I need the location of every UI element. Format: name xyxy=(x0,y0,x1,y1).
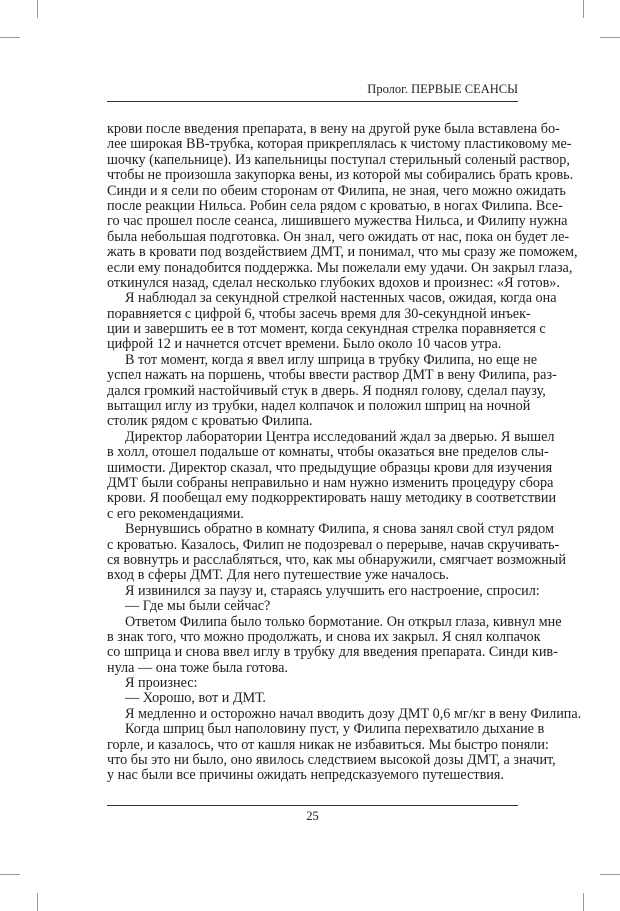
paragraph xyxy=(107,613,562,677)
crop-mark xyxy=(583,0,584,18)
text-line: Я наблюдал за секундной стрелкой настенных часов, ожидая, когда она xyxy=(125,290,557,307)
text-line: Синди и я сели по обеим сторонам от Филипа, не зная, чего можно ожидать xyxy=(107,182,566,199)
paragraph xyxy=(107,705,582,722)
text-line: столик рядом с кроватью Филипа. xyxy=(107,413,313,430)
text-line: Я произнес: xyxy=(125,675,198,692)
body-text xyxy=(107,121,582,784)
paragraph xyxy=(107,290,557,353)
paragraph xyxy=(107,521,566,584)
text-line: лее широкая ВВ-трубка, которая прикреплялась к чистому пластиковому ме- xyxy=(107,136,572,153)
text-line: с его рекомендациями. xyxy=(107,505,244,522)
paragraph xyxy=(107,691,518,706)
text-line: Вернувшись обратно в комнату Филипа, я снова занял свой стул рядом xyxy=(125,521,554,538)
text-line: откинулся назад, сделал несколько глубоких вдохов и произнес: «Я готов». xyxy=(107,274,560,291)
text-line: Я медленно и осторожно начал вводить дозу ДМТ 0,6 мг/кг в вену Филипа. xyxy=(125,705,582,722)
crop-mark xyxy=(600,37,620,38)
text-line: Я извинился за паузу и, стараясь улучшить его настроение, спросил: xyxy=(125,582,540,599)
text-line: Ответом Филипа было только бормотание. Он открыл глаза, кивнул мне xyxy=(125,613,562,630)
text-line: — Где мы были сейчас? xyxy=(125,598,271,615)
paragraph xyxy=(107,428,557,522)
footer-rule xyxy=(107,805,518,806)
text-line: ся вовнутрь и расслабляться, что, как мы обнаружили, смягчает возможный xyxy=(107,551,566,568)
text-line: после реакции Нильса. Робин села рядом с кроватью, в ногах Филипа. Все- xyxy=(107,197,563,214)
crop-mark xyxy=(0,37,20,38)
text-line: жать в кровати под воздействием ДМТ, и понимал, что мы сразу же поможем, xyxy=(107,244,578,261)
text-line: Директор лаборатории Центра исследований ждал за дверью. Я вышел xyxy=(125,428,555,445)
text-line: если ему понадобится поддержка. Мы пожелали ему удачи. Он закрыл глаза, xyxy=(107,259,573,276)
text-line: — Хорошо, вот и ДМТ. xyxy=(125,690,266,707)
page-number: 25 xyxy=(306,809,319,823)
crop-mark xyxy=(37,893,38,911)
text-line: со шприца и снова ввел иглу в трубку для введения препарата. Синди кив- xyxy=(107,644,558,661)
paragraph xyxy=(107,121,578,291)
paragraph xyxy=(107,582,540,599)
text-line: цифрой 12 и начнется отсчет времени. Было около 10 часов утра. xyxy=(107,336,502,353)
text-line: чтобы не произошла закупорка вены, из которой мы собирались брать кровь. xyxy=(107,167,574,184)
text-line: Когда шприц был наполовину пуст, у Филипа перехватило дыхание в xyxy=(125,721,545,738)
text-line: крови. Я пообещал ему подкорректировать нашу методику в соответствии xyxy=(107,490,557,507)
text-line: горле, и казалось, что от кашля никак не избавиться. Мы быстро поняли: xyxy=(107,736,549,753)
header-rule xyxy=(107,101,518,102)
paragraph xyxy=(107,351,557,430)
running-header: Пролог. ПЕРВЫЕ СЕАНСЫ xyxy=(367,82,518,96)
text-line: что бы это ни было, оно явилось следствием высокой дозы ДМТ, а значит, xyxy=(107,752,556,769)
text-line: с кроватью. Казалось, Филип не подозревал о перерыве, начав скручивать- xyxy=(107,536,560,553)
text-line: была небольшая подготовка. Он знал, чего ожидать от нас, пока он будет ле- xyxy=(107,228,570,245)
text-line: ДМТ были собраны неправильно и нам нужно изменить процедуру сбора xyxy=(107,474,554,491)
text-line: В тот момент, когда я ввел иглу шприца в трубку Филипа, но еще не xyxy=(125,351,538,368)
paragraph xyxy=(107,599,518,614)
text-line: шимости. Директор сказал, что предыдущие образцы крови для изучения xyxy=(107,459,553,476)
crop-mark xyxy=(583,893,584,911)
text-line: дался громкий настойчивый стук в дверь. Я поднял голову, сделал паузу, xyxy=(107,382,546,399)
text-line: го час прошел после сеанса, лишившего мужества Нильса, и Филипу нужна xyxy=(107,213,568,230)
crop-mark xyxy=(37,0,38,18)
crop-mark xyxy=(600,874,620,875)
text-line: нула — она тоже была готова. xyxy=(107,659,288,676)
text-line: вход в сферы ДМТ. Для него путешествие уже началось. xyxy=(107,567,450,584)
text-line: успел нажать на поршень, чтобы ввести раствор ДМТ в вену Филипа, раз- xyxy=(107,367,557,384)
text-line: в холл, отошел подальше от комнаты, чтобы оказаться вне пределов слы- xyxy=(107,444,549,461)
text-line: у нас были все причины ожидать непредсказуемого путешествия. xyxy=(107,767,504,784)
text-line: поравняется с цифрой 6, чтобы засечь время для 30-секундной инъек- xyxy=(107,305,531,322)
crop-mark xyxy=(0,874,20,875)
text-line: ции и завершить ее в тот момент, когда секундная стрелка поравняется с xyxy=(107,321,546,338)
paragraph xyxy=(107,721,556,784)
text-line: шочку (капельнице). Из капельницы поступал стерильный соленый раствор, xyxy=(107,151,570,168)
text-line: в знак того, что можно продолжать, и снова их закрыл. Я снял колпачок xyxy=(107,628,541,645)
text-line: вытащил иглу из трубки, надел колпачок и положил шприц на ночной xyxy=(107,398,531,415)
text-line: крови после введения препарата, в вену на другой руке была вставлена бо- xyxy=(107,121,560,137)
paragraph xyxy=(107,676,518,691)
